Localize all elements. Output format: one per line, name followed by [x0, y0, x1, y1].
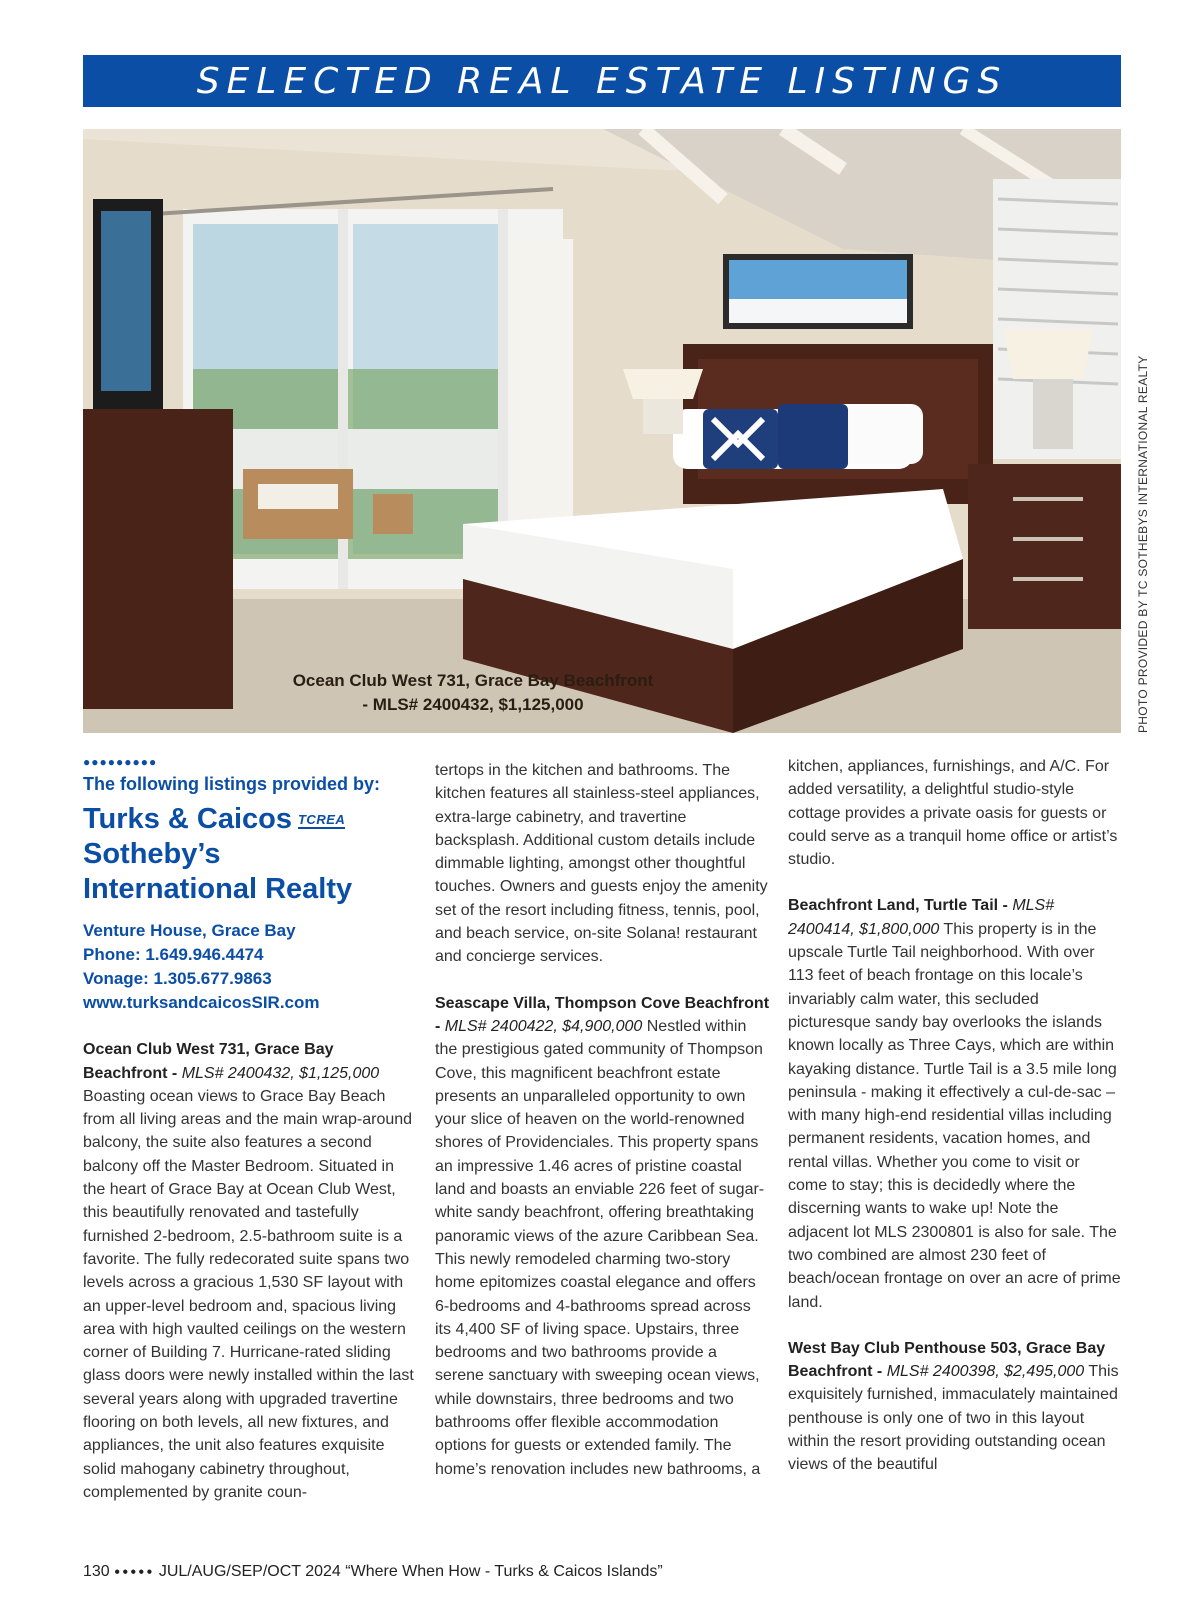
- listing-title: West Bay Club Penthouse 503, Grace Bay Beachfront: [788, 1339, 1106, 1381]
- listing-turtle-tail: Beachfront Land, Turtle Tail - MLS# 2400414, $1,800,000 This property is in the upscale Turtle Tail neighborhood. With over 113 feet of beach frontage on this locale’s invariably calm water, this secluded picturesque sandy bay overlooks the islands known locally as Three Cays, which are within kayaking distance. Turtle Tail is a 3.5 mile long peninsula - making it effectively a cul-de-sac – with many high-end residential villas including permanent residents, vacation homes, and rental villas. Whether you come to visit or come to stay; this is decidedly where the discerning wants to wake up! Note the adjacent lot MLS 2300801 is also for sale. The two combined are almost 230 feet of beach/ocean frontage on over an acre of prime land.: [788, 897, 1121, 1311]
- listing-body: This property is in the upscale Turtle Tail neighborhood. With over 113 feet of beach frontage on this locale’s invariably calm water, this secluded picturesque sandy bay overlooks the islands known locally as Three Cays, which are within kayaking distance. Turtle Tail is a 3.5 mile long peninsula - making it effectively a cul-de-sac – with many high-end residential villas including permanent residents, vacation homes, and rental villas. Whether you come to visit or come to stay; this is decidedly where the discerning wants to wake up! Note the adjacent lot MLS 2300801 is also for sale. The two combined are almost 230 feet of beach/ocean frontage on over an acre of prime land.: [788, 920, 1121, 1311]
- listing-mls: MLS# 2400398, $2,495,000: [886, 1363, 1085, 1381]
- page-title: SELECTED REAL ESTATE LISTINGS: [83, 55, 1121, 107]
- decorative-dots: ●●●●●●●●●: [83, 755, 158, 769]
- bedroom-photo: [83, 129, 1121, 733]
- caption-line-2: - MLS# 2400432, $1,125,000: [362, 695, 584, 714]
- listing-seascape-villa: Seascape Villa, Thompson Cove Beachfront - MLS# 2400422, $4,900,000 Nestled within the prestigious gated community of Thompson Cove, this magnificent beachfront estate presents an unparalleled opportunity to own your slice of heaven on the world-renowned shores of Providenciales. This property spans an impressive 1.46 acres of pristine coastal land and boasts an enviable 226 feet of sugar-white sandy beachfront, offering breathtaking panoramic views of the azure Caribbean Sea. This newly remodeled charming two-story home epitomizes coastal elegance and offers 6-bedrooms and 4-bathrooms spread across its 4,400 SF of living space. Upstairs, three bedrooms and two bathrooms provide a serene sanctuary with sweeping ocean views, while downstairs, three bedrooms and two bathrooms offer flexible accommodation options for guests or extended family. The home’s renovation includes new bathrooms, a: [435, 994, 770, 1478]
- footer-dots: ●●●●●: [114, 1566, 155, 1578]
- column-2: [435, 759, 770, 1481]
- listing-body-continued: kitchen, appliances, furnishings, and A/C. For added versatility, a delightful studio-style cottage provides a private oasis for guests or could serve as a tranquil home office or artist’s studio.: [788, 758, 1118, 869]
- listing-title: Beachfront Land, Turtle Tail: [788, 897, 999, 915]
- listing-mls: MLS# 2400414, $1,800,000: [788, 897, 1055, 938]
- column-1: [83, 755, 418, 1504]
- company-name-line-1: Turks & Caicos: [83, 803, 292, 836]
- column-3: [788, 755, 1123, 1477]
- company-name-line-2: Sotheby’s: [83, 838, 221, 871]
- company-name: [83, 802, 418, 907]
- website-link[interactable]: www.turksandcaicosSIR.com: [83, 993, 320, 1013]
- listing-west-bay-club: West Bay Club Penthouse 503, Grace Bay Beachfront - MLS# 2400398, $2,495,000 This exquisitely furnished, immaculately maintained penthouse is only one of two in this layout within the resort providing outstanding ocean views of the beautiful: [788, 1339, 1119, 1474]
- vonage: Vonage: 1.305.677.9863: [83, 969, 272, 989]
- listing-body: Boasting ocean views to Grace Bay Beach from all living areas and the main wrap-around balcony, the suite also features a second balcony off the Master Bedroom. Situated in the heart of Grace Bay at Ocean Club West, this beautifully renovated and tastefully furnished 2-bedroom, 2.5-bathroom suite is a favorite. The fully redecorated suite spans two levels across a gracious 1,530 SF layout with an upper-level bedroom and, spacious living area with high vaulted ceilings on the western corner of Building 7. Hurricane-rated sliding glass doors were newly installed within the last several years along with upgraded travertine flooring on both levels, all new fixtures, and appliances, the unit also features exquisite solid mahogany cabinetry throughout, complemented by granite coun-: [83, 1087, 414, 1501]
- listing-body: This exquisitely furnished, immaculately maintained penthouse is only one of two in this layout within the resort providing outstanding ocean views of the beautiful: [788, 1363, 1119, 1474]
- listing-title: Seascape Villa, Thompson Cove Beachfront: [435, 994, 770, 1012]
- tcrea-logo: TCREA: [297, 811, 346, 827]
- phone: Phone: 1.649.946.4474: [83, 945, 264, 965]
- issue-date: JUL/AUG/SEP/OCT 2024: [158, 1563, 341, 1580]
- photo-credit: PHOTO PROVIDED BY TC SOTHEBYS INTERNATIONAL REALTY: [1136, 355, 1150, 733]
- provided-by-label: The following listings provided by:: [83, 774, 380, 794]
- listing-ocean-club-west: Ocean Club West 731, Grace Bay Beachfront - MLS# 2400432, $1,125,000 Boasting ocean views to Grace Bay Beach from all living areas and the main wrap-around balcony, the suite also features a second balcony off the Master Bedroom. Situated in the heart of Grace Bay at Ocean Club West, this beautifully renovated and tastefully furnished 2-bedroom, 2.5-bathroom suite is a favorite. The fully redecorated suite spans two levels across a gracious 1,530 SF layout with an upper-level bedroom and, spacious living area with high vaulted ceilings on the western corner of Building 7. Hurricane-rated sliding glass doors were newly installed within the last several years along with upgraded travertine flooring on both levels, all new fixtures, and appliances, the unit also features exquisite solid mahogany cabinetry throughout, complemented by granite coun-: [83, 1041, 414, 1501]
- listing-body: Nestled within the prestigious gated community of Thompson Cove, this magnificent beachfront estate presents an unparalleled opportunity to own your slice of heaven on the world-renowned shores of Providenciales. This property spans an impressive 1.46 acres of pristine coastal land and boasts an enviable 226 feet of sugar-white sandy beachfront, offering breathtaking panoramic views of the azure Caribbean Sea. This newly remodeled charming two-story home epitomizes coastal elegance and offers 6-bedrooms and 4-bathrooms spread across its 4,400 SF of living space. Upstairs, three bedrooms and two bathrooms provide a serene sanctuary with sweeping ocean views, while downstairs, three bedrooms and two bathrooms offer flexible accommodation options for guests or extended family. The home’s renovation includes new bathrooms, a: [435, 1017, 765, 1478]
- photo-caption: [223, 669, 723, 717]
- listing-title: Ocean Club West 731, Grace Bay Beachfront: [83, 1041, 334, 1082]
- listing-body-continued: tertops in the kitchen and bathrooms. The kitchen features all stainless-steel appliances, extra-large cabinetry, and travertine backsplash. Additional custom details include dimmable lighting, amongst other thoughtful touches. Owners and guests enjoy the amenity set of the resort including fitness, tennis, pool, and beach service, on-site Solana! restaurant and concierge services.: [435, 762, 768, 966]
- company-name-line-3: International Realty: [83, 873, 353, 906]
- listing-mls: MLS# 2400432, $1,125,000: [181, 1064, 380, 1082]
- contact-info: [83, 919, 418, 1015]
- page-number: 130: [83, 1563, 110, 1580]
- bedroom-illustration: [83, 129, 1121, 733]
- publication-name: “Where When How - Turks & Caicos Islands”: [345, 1563, 663, 1580]
- page-footer: [83, 1563, 663, 1581]
- address: Venture House, Grace Bay: [83, 921, 296, 941]
- caption-line-1: Ocean Club West 731, Grace Bay Beachfront: [292, 671, 654, 690]
- listing-mls: MLS# 2400422, $4,900,000: [444, 1017, 643, 1035]
